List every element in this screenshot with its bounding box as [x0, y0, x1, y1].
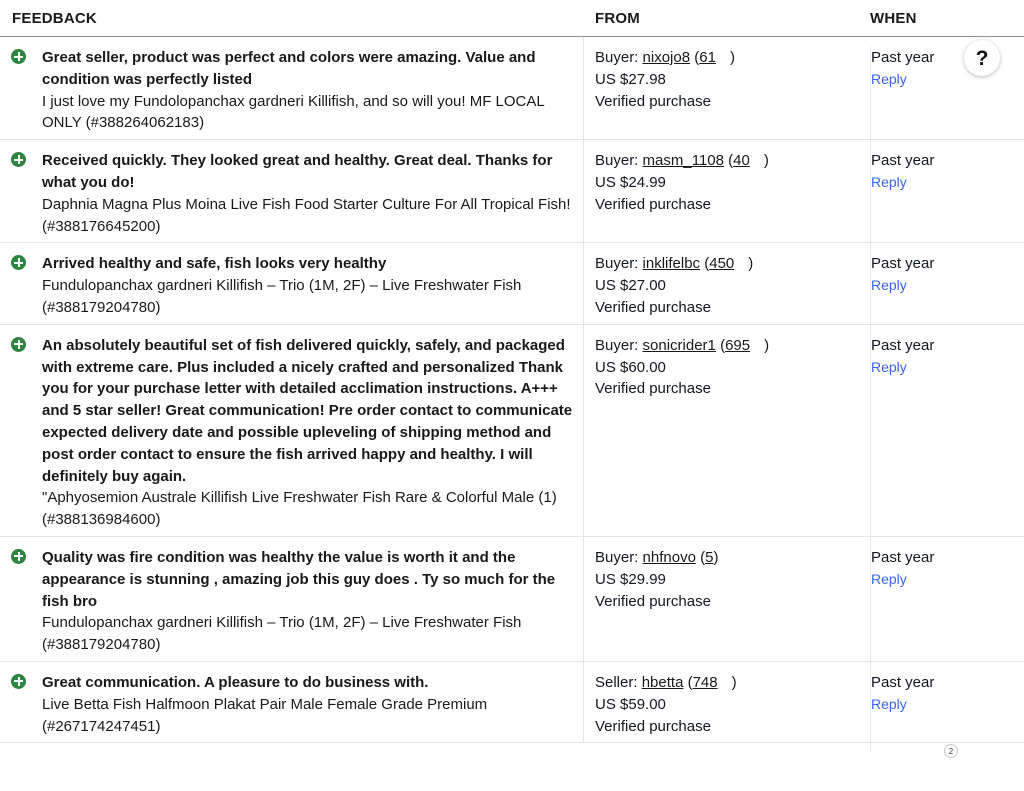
- feedback-cell: [0, 37, 584, 139]
- header-feedback: FEEDBACK: [12, 10, 97, 27]
- when-cell: [870, 150, 1024, 252]
- verified-purchase: Verified purchase: [595, 92, 711, 110]
- when-cell: [870, 672, 1024, 752]
- when-cell: [870, 47, 1024, 149]
- feedback-score-link[interactable]: 450: [709, 255, 735, 273]
- feedback-cell: [0, 662, 584, 742]
- feedback-comment: Great seller, product was perfect and colors were amazing. Value and condition was perfectly listed: [42, 49, 536, 88]
- feedback-list: [0, 37, 1024, 743]
- from-user-line: Buyer: sonicrider1 (695 ): [595, 336, 770, 354]
- username-link[interactable]: sonicrider1: [642, 336, 716, 354]
- from-cell: [595, 150, 865, 215]
- username-link[interactable]: nixojo8: [642, 49, 691, 66]
- from-user-line: Buyer: nhfnovo (5): [595, 548, 719, 566]
- header-when: WHEN: [870, 10, 917, 27]
- username-link[interactable]: hbetta: [641, 673, 684, 691]
- when-cell: [870, 547, 1024, 671]
- feedback-comment: Arrived healthy and safe, fish looks very healthy: [42, 255, 387, 273]
- feedback-score-link[interactable]: 40: [733, 152, 750, 170]
- from-user-line: Buyer: nixojo8 (61 ): [595, 49, 735, 66]
- time-period: Past year: [871, 152, 935, 170]
- feedback-score-link[interactable]: 695: [725, 336, 751, 354]
- username-link[interactable]: nhfnovo: [642, 548, 696, 566]
- help-button[interactable]: [964, 40, 1000, 76]
- table-header: [0, 0, 1024, 37]
- item-title: I just love my Fundolopanchax gardneri Killifish, and so will you! MF LOCAL ONLY (#388264062183): [42, 92, 545, 132]
- table-row: [0, 325, 1024, 537]
- item-title: Fundulopanchax gardneri Killifish – Trio (1M, 2F) – Live Freshwater Fish (#388179204780): [42, 277, 522, 316]
- feedback-comment: An absolutely beautiful set of fish delivered quickly, safely, and packaged with extreme care. Plus included a nicely crafted and personalized Thank you for your purchase letter with detailed acclimation instructions. A+++ and 5 star seller! Great communication! Pre order contact to communicate expected delivery date and possible upleveling of shipping method and post order contact to ensure the fish arrived happy and healthy. I will definitely buy again.: [42, 336, 573, 485]
- when-cell: [870, 335, 1024, 546]
- verified-purchase: Verified purchase: [595, 717, 711, 735]
- user-role: Seller:: [595, 673, 638, 691]
- table-row: [0, 662, 1024, 743]
- question-mark-icon: ?: [975, 47, 989, 70]
- reply-link[interactable]: Reply: [871, 358, 907, 375]
- price: US $59.00: [595, 695, 666, 713]
- plus-circle-icon: [11, 152, 26, 167]
- time-period: Past year: [871, 673, 935, 691]
- user-role: Buyer:: [595, 548, 639, 566]
- price: US $27.98: [595, 70, 666, 88]
- verified-purchase: Verified purchase: [595, 195, 711, 213]
- page-indicator[interactable]: 2: [944, 744, 958, 758]
- item-title: Daphnia Magna Plus Moina Live Fish Food Starter Culture For All Tropical Fish! (#388176645200): [42, 195, 571, 235]
- time-period: Past year: [871, 49, 935, 66]
- feedback-score-link[interactable]: 61: [699, 49, 716, 66]
- feedback-cell: [0, 140, 584, 242]
- from-cell: [595, 47, 865, 112]
- feedback-comment: Quality was fire condition was healthy the value is worth it and the appearance is stunning , amazing job this guy does . Ty so much for the fish bro: [42, 548, 556, 610]
- verified-purchase: Verified purchase: [595, 298, 711, 316]
- reply-link[interactable]: Reply: [871, 570, 907, 587]
- table-row: [0, 140, 1024, 243]
- from-cell: [595, 335, 865, 400]
- table-row: [0, 243, 1024, 324]
- reply-link[interactable]: Reply: [871, 70, 907, 87]
- plus-circle-icon: [11, 549, 26, 564]
- from-cell: [595, 672, 865, 737]
- verified-purchase: Verified purchase: [595, 592, 711, 610]
- from-user-line: Buyer: masm_1108 (40 ): [595, 152, 769, 170]
- time-period: Past year: [871, 336, 935, 354]
- plus-circle-icon: [11, 255, 26, 270]
- from-user-line: Seller: hbetta (748 ): [595, 673, 737, 691]
- price: US $29.99: [595, 570, 666, 588]
- feedback-cell: [0, 325, 584, 536]
- feedback-cell: [0, 537, 584, 661]
- reply-link[interactable]: Reply: [871, 277, 907, 294]
- item-title: Live Betta Fish Halfmoon Plakat Pair Male Female Grade Premium (#267174247451): [42, 695, 488, 735]
- plus-circle-icon: [11, 674, 26, 689]
- username-link[interactable]: masm_1108: [642, 152, 724, 170]
- from-cell: [595, 253, 865, 318]
- time-period: Past year: [871, 548, 935, 566]
- feedback-cell: [0, 243, 584, 323]
- user-role: Buyer:: [595, 336, 639, 354]
- feedback-comment: Great communication. A pleasure to do business with.: [42, 673, 429, 691]
- feedback-score-link[interactable]: 5: [705, 548, 714, 566]
- price: US $27.00: [595, 277, 666, 295]
- time-period: Past year: [871, 255, 935, 273]
- table-row: [0, 537, 1024, 662]
- item-title: Fundulopanchax gardneri Killifish – Trio (1M, 2F) – Live Freshwater Fish (#388179204780): [42, 614, 522, 654]
- plus-circle-icon: [11, 49, 26, 64]
- from-user-line: Buyer: inklifelbc (450 ): [595, 255, 754, 273]
- reply-link[interactable]: Reply: [871, 173, 907, 190]
- reply-link[interactable]: Reply: [871, 695, 907, 712]
- when-cell: [870, 253, 1024, 333]
- user-role: Buyer:: [595, 49, 639, 66]
- username-link[interactable]: inklifelbc: [642, 255, 701, 273]
- price: US $24.99: [595, 173, 666, 191]
- item-title: "Aphyosemion Australe Killifish Live Freshwater Fish Rare & Colorful Male (1) (#388136984600): [42, 489, 557, 529]
- header-from: FROM: [595, 10, 640, 27]
- feedback-score-link[interactable]: 748: [692, 673, 718, 691]
- user-role: Buyer:: [595, 255, 639, 273]
- user-role: Buyer:: [595, 152, 639, 170]
- price: US $60.00: [595, 358, 666, 376]
- plus-circle-icon: [11, 337, 26, 352]
- feedback-comment: Received quickly. They looked great and healthy. Great deal. Thanks for what you do!: [42, 152, 553, 191]
- table-row: [0, 37, 1024, 140]
- from-cell: [595, 547, 865, 612]
- verified-purchase: Verified purchase: [595, 380, 711, 398]
